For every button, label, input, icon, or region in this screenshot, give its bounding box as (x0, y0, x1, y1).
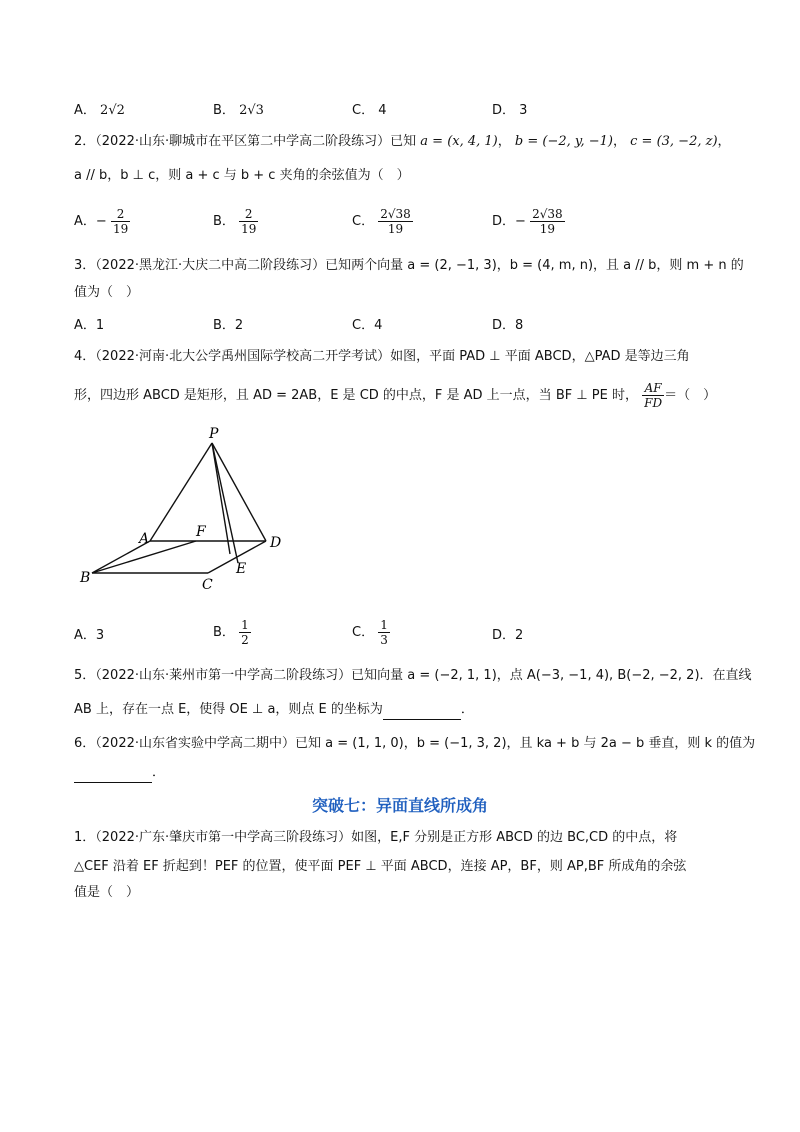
q5-line-2 (74, 700, 474, 720)
option-fraction (111, 207, 130, 236)
question-text: （2022·山东省实验中学高二期中）已知 a = (1, 1, 0)，b = (−1, 3, 2)，且 ka + b 与 2a − b 垂直，则 k 的值为 (95, 736, 756, 751)
option-value: 3 (95, 628, 105, 643)
option-letter: B． (213, 625, 235, 640)
option-letter: C． (352, 625, 375, 640)
question-number: 3． (74, 258, 96, 273)
label-d: D (270, 535, 282, 551)
answer-blank[interactable] (383, 705, 461, 720)
q2-option-b (213, 207, 258, 236)
denominator: 19 (387, 222, 404, 236)
option-fraction (378, 618, 390, 647)
q1-option-c (352, 99, 387, 118)
numerator: 2√38 (532, 207, 563, 221)
numerator: 2 (239, 207, 258, 222)
option-letter: B． (213, 318, 235, 333)
q2-line-1: 2．（2022·山东·聊城市在平区第二中学高二阶段练习）已知 a = (x, 4, 1)， b = (−2, y, −1)， c = (3, −2, z)， (74, 134, 731, 149)
label-a: A (139, 531, 150, 547)
pyramid-figure (78, 422, 318, 592)
q4-line-1 (74, 347, 690, 367)
option-letter: B． (213, 103, 235, 118)
option-value: 4 (374, 318, 383, 333)
option-letter: A． (74, 214, 96, 229)
q5-line-1 (74, 666, 752, 686)
s7q1-line-2 (74, 857, 686, 877)
numerator: 1 (380, 618, 388, 632)
question-text: （2022·黑龙江·大庆二中高二阶段练习）已知两个向量 a = (2, −1, 3)，b = (4, m, n)，且 a // b，则 m + n 的 (95, 258, 744, 273)
question-text: 值是（ ） (74, 885, 140, 900)
numerator: 2 (111, 207, 130, 222)
q2-option-d (492, 207, 565, 236)
denominator: 2 (241, 633, 249, 647)
numerator: 1 (241, 618, 249, 632)
option-value: 3 (519, 103, 528, 118)
af-fd-fraction (642, 381, 664, 410)
question-text: （2022·山东·莱州市第一中学高二阶段练习）已知向量 a = (−2, 1, 1)，点 A(−3, −1, 4), B(−2, −2, 2)．在直线 (95, 668, 752, 683)
q3-option-d (492, 314, 523, 333)
option-fraction (378, 207, 413, 236)
q4-option-b (213, 618, 251, 647)
question-number: 4． (74, 349, 96, 364)
label-f: F (196, 524, 206, 540)
label-e: E (236, 561, 247, 577)
option-letter: D． (492, 214, 516, 229)
question-text: （2022·广东·肇庆市第一中学高三阶段练习）如图，E,F 分别是正方形 ABCD 的边 BC,CD 的中点，将 (95, 830, 678, 845)
denominator: FD (644, 396, 663, 410)
option-fraction (530, 207, 565, 236)
option-value: 2 (234, 318, 244, 333)
q6-line-1 (74, 734, 755, 754)
option-letter: A． (74, 318, 96, 333)
question-tail: ＝（ ） (664, 388, 717, 403)
q4-option-a (74, 624, 104, 643)
label-c: C (202, 577, 213, 592)
s7q1-line-3 (74, 883, 139, 903)
q3-line-2 (74, 283, 139, 303)
q4-option-c (352, 618, 390, 647)
vector-b: b = (−2, y, −1) (514, 134, 613, 149)
option-letter: B． (213, 214, 235, 229)
label-p: P (209, 426, 219, 442)
question-text: △CEF 沿着 EF 折起到！PEF 的位置，使平面 PEF ⊥ 平面 ABCD，连接 AP，BF，则 AP,BF 所成角的余弦 (74, 859, 687, 874)
q6-line-2 (74, 763, 165, 783)
question-number: 1． (74, 830, 96, 845)
option-value: 2 (515, 628, 524, 643)
option-letter: D． (492, 103, 516, 118)
question-source: （2022·山东·聊城市在平区第二中学高二阶段练习）已知 (95, 134, 417, 149)
q1-option-a (74, 99, 125, 118)
option-sign: − (515, 214, 526, 229)
q3-line-1 (74, 256, 744, 276)
option-letter: D． (492, 628, 516, 643)
option-value: 2√3 (239, 103, 264, 118)
vector-c: c = (3, −2, z) (630, 134, 718, 149)
option-letter: D． (492, 318, 516, 333)
q4-option-d (492, 624, 523, 643)
denominator: 19 (112, 222, 129, 236)
section-title: 突破七：异面直线所成角 (311, 796, 488, 815)
question-text: ． (152, 765, 166, 780)
q3-option-a (74, 314, 104, 333)
question-text: 值为（ ） (74, 285, 140, 300)
numerator: 2√38 (380, 207, 411, 221)
edge-pe (212, 443, 238, 563)
question-text: （2022·河南·北大公学禹州国际学校高二开学考试）如图，平面 PAD ⊥ 平面 ABCD，△PAD 是等边三角 (95, 349, 690, 364)
option-value: 8 (515, 318, 524, 333)
option-letter: C． (352, 318, 375, 333)
question-text: 形，四边形 ABCD 是矩形，且 AD = 2AB，E 是 CD 的中点，F 是 AD 上一点，当 BF ⊥ PE 时， (74, 388, 638, 403)
question-number: 6． (74, 736, 96, 751)
option-letter: C． (352, 103, 375, 118)
numerator: AF (642, 381, 664, 396)
option-letter: A． (74, 103, 96, 118)
option-value: 4 (378, 103, 387, 118)
question-number: 5． (74, 668, 96, 683)
q1-option-b (213, 99, 264, 118)
q2-option-a (74, 207, 130, 236)
option-letter: A． (74, 628, 96, 643)
option-fraction (239, 207, 258, 236)
question-condition: a // b，b ⊥ c，则 a + c 与 b + c 夹角的余弦值为（ ） (74, 168, 410, 183)
denominator: 3 (380, 633, 388, 647)
q1-option-d (492, 99, 527, 118)
answer-blank[interactable] (74, 768, 152, 783)
q2-line-2 (74, 166, 410, 186)
option-letter: C． (352, 214, 375, 229)
question-text: ． (460, 702, 474, 717)
denominator: 19 (539, 222, 555, 236)
q3-option-b (213, 314, 243, 333)
option-value: 2√2 (100, 103, 125, 118)
vector-a: a = (x, 4, 1) (420, 134, 498, 149)
q2-option-c (352, 207, 413, 236)
label-b: B (80, 570, 91, 586)
option-value: 1 (95, 318, 105, 333)
option-fraction (239, 618, 251, 647)
denominator: 19 (241, 222, 257, 236)
question-number: 2． (74, 134, 96, 149)
q3-option-c (352, 314, 382, 333)
q4-line-2 (74, 381, 716, 410)
question-text: AB 上，存在一点 E，使得 OE ⊥ a，则点 E 的坐标为 (74, 702, 383, 717)
option-sign: − (95, 214, 107, 229)
s7q1-line-1 (74, 828, 677, 848)
